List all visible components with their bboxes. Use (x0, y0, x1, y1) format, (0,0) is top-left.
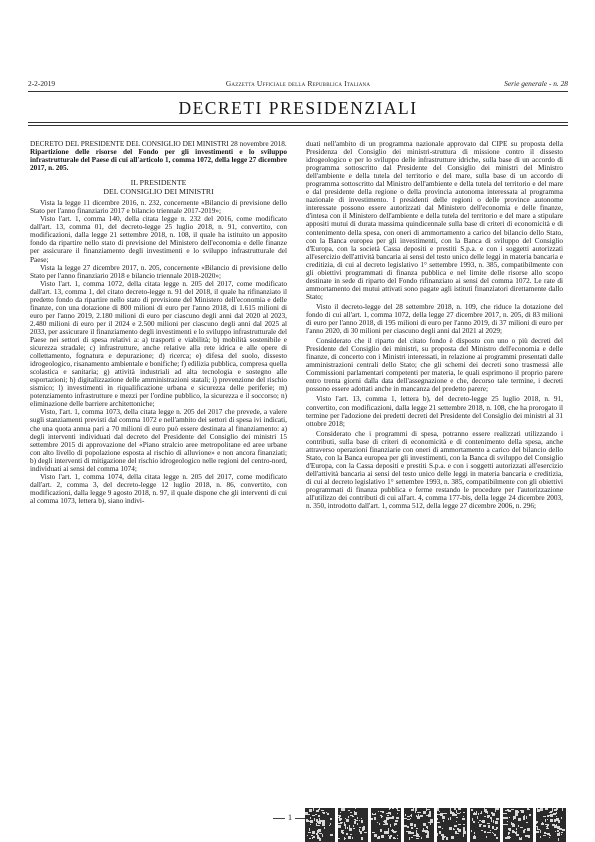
paragraph: Considerato che i programmi di spesa, potranno essere realizzati utilizzando i contributi, sulla base di criteri di economicità e di contenimento della spesa, anche attraverso operazioni finanziarie con oneri di ammortamento a carico del bilancio dello Stato, con la Banca europea per gli investimenti, con la Banca di sviluppo del Consiglio d'Europa, con la Cassa depositi e prestiti S.p.a. e con i soggetti autorizzati all'esercizio dell'attività bancaria ai sensi del testo unico delle leggi in materia bancaria e creditizia, di cui al decreto legislativo 1° settembre 1993, n. 385, compatibilmente con gli obiettivi programmati di finanza pubblica e ferme restando le procedure per l'autorizzazione all'utilizzo dei contributi di cui all'art. 4, comma 177-bis, della legge 24 dicembre 2003, n. 350, introdotto dall'art. 1, comma 512, della legge 27 dicembre 2006, n. 296; (306, 429, 563, 511)
publication-name: Gazzetta Ufficiale della Repubblica Italiana (225, 79, 371, 88)
header-rule (28, 91, 568, 92)
barcode-strip (305, 808, 567, 842)
paragraph: Visto l'art. 1, comma 1074, della citata legge n. 205 del 2017, come modificato dall'art. 2, comma 3, del decreto-legge 12 luglio 2018, n. 86, convertito, con modificazioni, dalla legge 9 agosto 2018, n. 97, il quale dispone che gli interventi di cui al comma 1073, lettera b), siano indivi- (30, 472, 287, 505)
paragraph: Vista la legge 27 dicembre 2017, n. 205, concernente «Bilancio di previsione dello Stato per l'anno finanziario 2018 e bilancio triennale 2018-2020»; (30, 263, 287, 280)
running-head (28, 79, 568, 91)
issuer-line-2: DEL CONSIGLIO DEI MINISTRI (103, 187, 214, 197)
paragraph: Vista la legge 11 dicembre 2016, n. 232, concernente «Bilancio di previsione dello Stato per l'anno finanziario 2017 e bilancio triennale 2017-2019»; (30, 199, 287, 216)
decree-heading: DECRETO DEL PRESIDENTE DEL CONSIGLIO DEI MINISTRI 28 novembre 2018. (30, 140, 287, 148)
issuer-line-1: IL PRESIDENTE (130, 178, 187, 188)
paragraph: Visto il decreto-legge del 28 settembre 2018, n. 109, che riduce la dotazione del fondo di cui all'art. 1, comma 1072, della legge 27 dicembre 2017, n. 205, di 83 milioni di euro per l'anno 2018, di 195 milioni di euro per l'anno 2019, di 37 milioni di euro per l'anno 2020, di 30 milioni per ciascuno degli anni dal 2021 al 2029; (306, 302, 563, 336)
series-label: Serie generale - n. 28 (504, 79, 568, 88)
section-rule-bottom (28, 125, 568, 126)
section-title: DECRETI PRESIDENZIALI (178, 98, 418, 118)
section-rule-top (28, 122, 568, 123)
paragraph: Considerato che il riparto del citato fondo è disposto con uno o più decreti del Presidente del Consiglio dei ministri, su proposta del Ministro dell'economia e delle finanze, di concerto con i Ministri interessati, in relazione ai programmi presentati dalle amministrazioni centrali dello Stato; che gli schemi dei decreti sono trasmessi alle Commissioni parlamentari competenti per materia, le quali esprimono il proprio parere entro trenta giorni dalla data dell'assegnazione e che, decorso tale termine, i decreti possono essere adottati anche in mancanza del predetto parere; (306, 337, 563, 394)
decree-title: Ripartizione delle risorse del Fondo per gli investimenti e lo sviluppo infrastrutturale del Paese di cui all'articolo 1, comma 1072, della legge 27 dicembre 2017, n. 205. (30, 148, 287, 173)
right-column (306, 140, 563, 510)
left-column (30, 140, 287, 505)
page-number-value: 1 (288, 813, 292, 822)
paragraph: Visto, l'art. 1, comma 1073, della citata legge n. 205 del 2017 che prevede, a valere sugli stanziamenti previsti dal comma 1072 e nell'ambito dei settori di spesa ivi indicati, che una quota annua pari a 70 milioni di euro può essere destinata al finanziamento: a) degli interventi individuati dal decreto del Presidente del Consiglio dei ministri 15 settembre 2015 di approvazione del «Piano stralcio aree metropolitane ed aree urbane con alto livello di popolazione esposta al rischio di alluvione» e non ancora finanziati; b) degli interventi di mitigazione del rischio idrogeologico nelle regioni del centro-nord, individuati ai sensi del comma 1074; (30, 408, 287, 473)
page-number-dash-left (273, 818, 285, 819)
paragraph: Visto l'art. 1, comma 140, della citata legge n. 232 del 2016, come modificato dall'art. 13, comma 01, del decreto-legge 25 luglio 2018, n. 91, convertito, con modificazioni, dalla legge 21 settembre 2018, n. 108, il quale ha istituito un apposito fondo da ripartire nello stato di previsione del Ministero dell'economia e delle finanze per assicurare il finanziamento degli investimenti e lo sviluppo infrastrutturale del Paese; (30, 215, 287, 264)
paragraph: duati nell'ambito di un programma nazionale approvato dal CIPE su proposta della Presidenza del Consiglio dei ministri-struttura di missione contro il dissesto idrogeologico e per lo sviluppo delle infrastrutture idriche, sulla base di un accordo di programma sottoscritto dal Presidente del Consiglio dei ministri del Ministro dell'ambiente e della tutela del territorio e del mare, sulla base di un accordo di programma sottoscritto dal Ministro dell'ambiente e della tutela del territorio e del mare e dal presidente della regione o della provincia autonoma interessata al programma nazionale di investimento. I presidenti delle regioni o delle province autonome interessate possono essere autorizzati dal Ministero dell'economia e delle finanze, d'intesa con il Ministero dell'ambiente e della tutela del territorio e del mare a stipulare appositi mutui di durata massima quindicennale sulla base di criteri di economicità e di contenimento della spesa, con oneri di ammortamento a carico del bilancio dello Stato, con la Banca europea per gli investimenti, con la Banca di sviluppo del Consiglio d'Europa, con la società Cassa depositi e prestiti S.p.a. e con i soggetti autorizzati all'esercizio dell'attività bancaria ai sensi del testo unico delle leggi in materia bancaria e creditizia, di cui al decreto legislativo 1° settembre 1993, n. 385, compatibilmente con gli obiettivi programmati di finanza pubblica e nel limite delle risorse allo scopo destinate in sede di riparto del Fondo rifinanziato ai sensi del comma 1072. Le rate di ammortamento dei mutui attivati sono pagate agli istituti finanziatori direttamente dallo Stato; (306, 140, 563, 301)
issue-date: 2-2-2019 (28, 79, 56, 88)
paragraph: Visto l'art. 13, comma 1, lettera b), del decreto-legge 25 luglio 2018, n. 91, convertito, con modificazioni, dalla legge 21 settembre 2018, n. 108, che ha prorogato il termine per l'adozione dei predetti decreti del Presidente del Consiglio dei ministri al 31 ottobre 2018; (306, 395, 563, 428)
paragraph: Visto l'art. 1, comma 1072, della citata legge n. 205 del 2017, come modificato dall'art. 13, comma 1, del citato decreto-legge n. 91 del 2018, il quale ha rifinanziato il predetto fondo da ripartire nello stato di previsione del Ministero dell'economia e delle finanze, con una dotazione di 800 milioni di euro per l'anno 2018, di 1.615 milioni di euro per l'anno 2019, 2.180 milioni di euro per ciascuno degli anni dal 2020 al 2023, 2.480 milioni di euro per il 2024 e 2.500 milioni per ciascuno degli anni dal 2025 al 2033, per assicurare il finanziamento degli investimenti e lo sviluppo infrastrutturale del Paese nei settori di spesa relativi a: a) trasporti e viabilità; b) mobilità sostenibile e sicurezza stradale; c) infrastrutture, anche relative alla rete idrica e alle opere di collettamento, fognatura e depurazione; d) ricerca; e) difesa del suolo, dissesto idrogeologico, risanamento ambientale e bonifiche; f) edilizia pubblica, compresa quella scolastica e sanitaria; g) attività industriali ad alta tecnologia e sostegno alle esportazioni; h) digitalizzazione delle amministrazioni statali; i) prevenzione del rischio sismico; l) investimenti in riqualificazione urbana e sicurezza delle periferie; m) potenziamento infrastrutture e mezzi per l'ordine pubblico, la sicurezza e il soccorso; n) eliminazione delle barriere architettoniche; (30, 279, 287, 409)
